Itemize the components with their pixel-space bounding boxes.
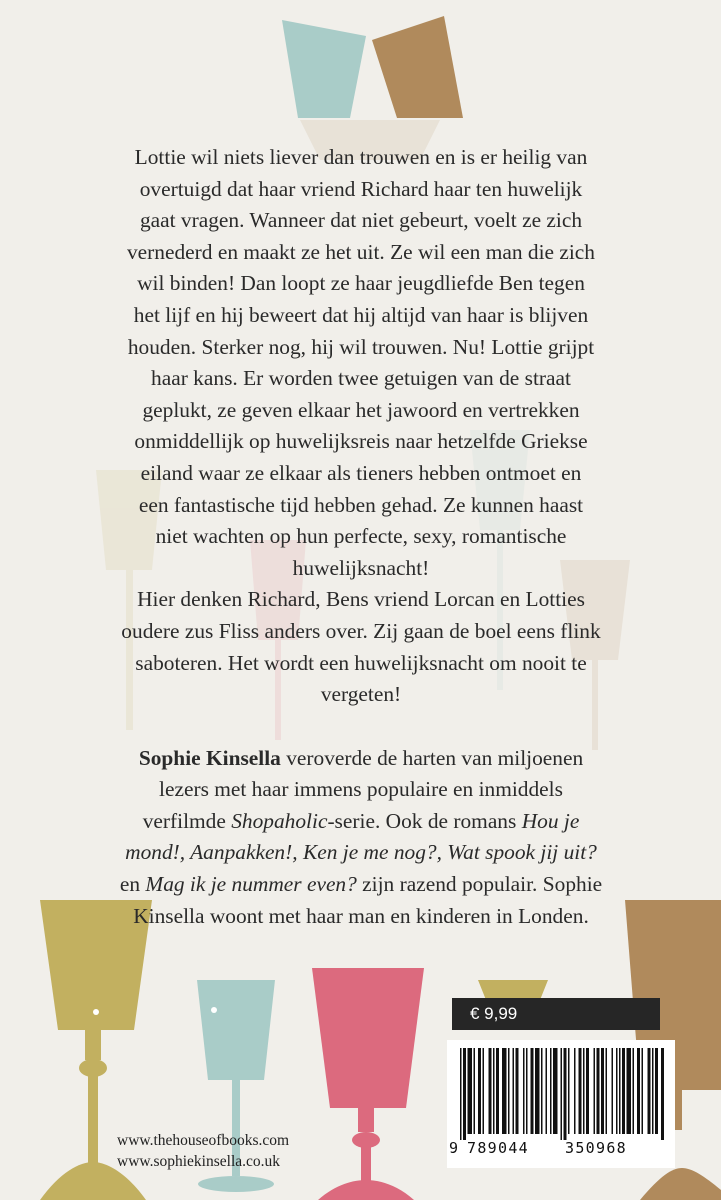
barcode-bar	[478, 1048, 481, 1134]
isbn-group-1: 789044	[467, 1139, 529, 1157]
barcode-bar	[583, 1048, 585, 1134]
barcode-bar	[652, 1048, 654, 1134]
barcode-bar	[493, 1048, 495, 1134]
top-glass-copper	[372, 16, 463, 118]
barcode-bar	[597, 1048, 600, 1134]
barcode-bar	[474, 1048, 476, 1134]
price-tag	[452, 998, 660, 1030]
barcode-bar	[526, 1048, 528, 1134]
barcode-bar	[460, 1048, 462, 1140]
isbn-group-2: 350968	[565, 1139, 627, 1157]
synopsis-line: het lijf en hij beweert dat hij altijd van haar is blijven	[133, 302, 589, 327]
barcode-bar	[579, 1048, 582, 1134]
barcode-bar	[523, 1048, 525, 1134]
synopsis-line: haar kans. Er worden twee getuigen van de straat	[151, 366, 571, 391]
barcode-bar	[550, 1048, 552, 1134]
back-cover-blurb	[95, 142, 627, 932]
book-title: Mag ik je nummer even?	[145, 872, 357, 897]
barcode-bar	[619, 1048, 621, 1134]
barcode-bar	[463, 1048, 466, 1140]
synopsis-line: saboteren. Het wordt een huwelijksnacht om nooit te	[135, 650, 587, 675]
series-title: Shopaholic	[231, 808, 328, 833]
bio-text: verfilmde	[142, 808, 232, 833]
synopsis-line: wil binden! Dan loopt ze haar jeugdliefde Ben tegen	[137, 271, 585, 296]
barcode-bar	[564, 1048, 567, 1140]
barcode-bar	[606, 1048, 608, 1134]
synopsis-line: Hier denken Richard, Bens vriend Lorcan en Lotties	[137, 587, 585, 612]
barcode-bar	[513, 1048, 515, 1134]
barcode-bar	[586, 1048, 589, 1134]
publisher-url[interactable]: www.thehouseofbooks.com	[117, 1132, 290, 1149]
barcode-bar	[496, 1048, 499, 1134]
book-titles: mond!, Aanpakken!, Ken je me nog?, Wat spook jij uit?	[125, 840, 597, 865]
barcode-bar	[553, 1048, 558, 1134]
barcode-bar	[622, 1048, 625, 1134]
bio-text: veroverde de harten van miljoenen	[280, 745, 584, 770]
synopsis-line: een fantastische tijd hebben gehad. Ze kunnen haast	[138, 492, 584, 517]
barcode-bar	[574, 1048, 576, 1134]
barcode-bar	[546, 1048, 548, 1134]
barcode-bar	[502, 1048, 507, 1134]
top-glass-mint	[282, 20, 366, 118]
barcode-bar	[633, 1048, 635, 1134]
bio-text: zijn razend populair. Sophie	[356, 872, 603, 897]
synopsis-line: oudere zus Fliss anders over. Zij gaan de boel eens flink	[121, 618, 601, 643]
barcode-bar	[535, 1048, 540, 1134]
barcode-bar	[637, 1048, 640, 1134]
author-name: Sophie Kinsella	[138, 745, 281, 770]
synopsis-line: houden. Sterker nog, hij wil trouwen. Nu! Lottie grijpt	[127, 334, 595, 359]
barcode-bar	[661, 1048, 664, 1140]
bio-text: Kinsella woont met haar man en kinderen in Londen.	[133, 903, 589, 928]
isbn-lead-digit: 9	[449, 1139, 460, 1157]
barcode-bar	[616, 1048, 618, 1134]
synopsis-line: huwelijksnacht!	[292, 555, 430, 580]
synopsis-line: vergeten!	[320, 682, 402, 707]
bio-text: -serie. Ook de romans	[327, 808, 522, 833]
barcode-bar	[468, 1048, 473, 1134]
barcode-bar	[612, 1048, 614, 1134]
barcode-bar	[561, 1048, 563, 1140]
author-url[interactable]: www.sophiekinsella.co.uk	[117, 1153, 281, 1170]
price-label: € 9,99	[470, 1004, 518, 1023]
synopsis-line: geplukt, ze geven elkaar het jawoord en vertrekken	[142, 397, 580, 422]
synopsis-line: eiland waar ze elkaar als tieners hebben ontmoet en	[140, 460, 582, 485]
barcode-bar	[483, 1048, 485, 1134]
synopsis-line: gaat vragen. Wanneer dat niet gebeurt, voelt ze zich	[139, 208, 583, 233]
barcode-bar	[531, 1048, 534, 1134]
bio-text: en	[119, 872, 146, 897]
author-bio	[95, 743, 627, 933]
barcode-bar	[516, 1048, 519, 1134]
glass-pink	[312, 968, 424, 1200]
glass-gold-small	[478, 980, 548, 1000]
synopsis-line: Lottie wil niets liever dan trouwen en is er heilig van	[134, 145, 588, 169]
barcode-bar	[601, 1048, 604, 1134]
barcode-bar	[627, 1048, 632, 1134]
synopsis-line: overtuigd dat haar vriend Richard haar ten huwelijk	[139, 176, 583, 201]
synopsis-line: vernederd en maakt ze het uit. Ze wil een man die zich	[126, 239, 595, 264]
barcode-bar	[508, 1048, 510, 1134]
synopsis-line: onmiddellijk op huwelijksreis naar hetzelfde Griekse	[134, 429, 588, 454]
website-links	[117, 1130, 289, 1172]
barcode-bar	[655, 1048, 658, 1134]
barcode-bar	[568, 1048, 570, 1134]
book-title: Hou je	[521, 808, 580, 833]
barcode-bar	[489, 1048, 492, 1134]
barcode-bars	[460, 1048, 664, 1140]
synopsis	[95, 142, 627, 711]
barcode-bar	[642, 1048, 644, 1134]
barcode-bar	[541, 1048, 543, 1134]
isbn-barcode	[447, 1040, 675, 1168]
barcode-bar	[648, 1048, 651, 1134]
synopsis-line: niet wachten op hun perfecte, sexy, romantische	[155, 524, 567, 549]
barcode-bar	[594, 1048, 596, 1134]
bio-text: lezers met haar immens populaire en inmiddels	[159, 777, 563, 802]
